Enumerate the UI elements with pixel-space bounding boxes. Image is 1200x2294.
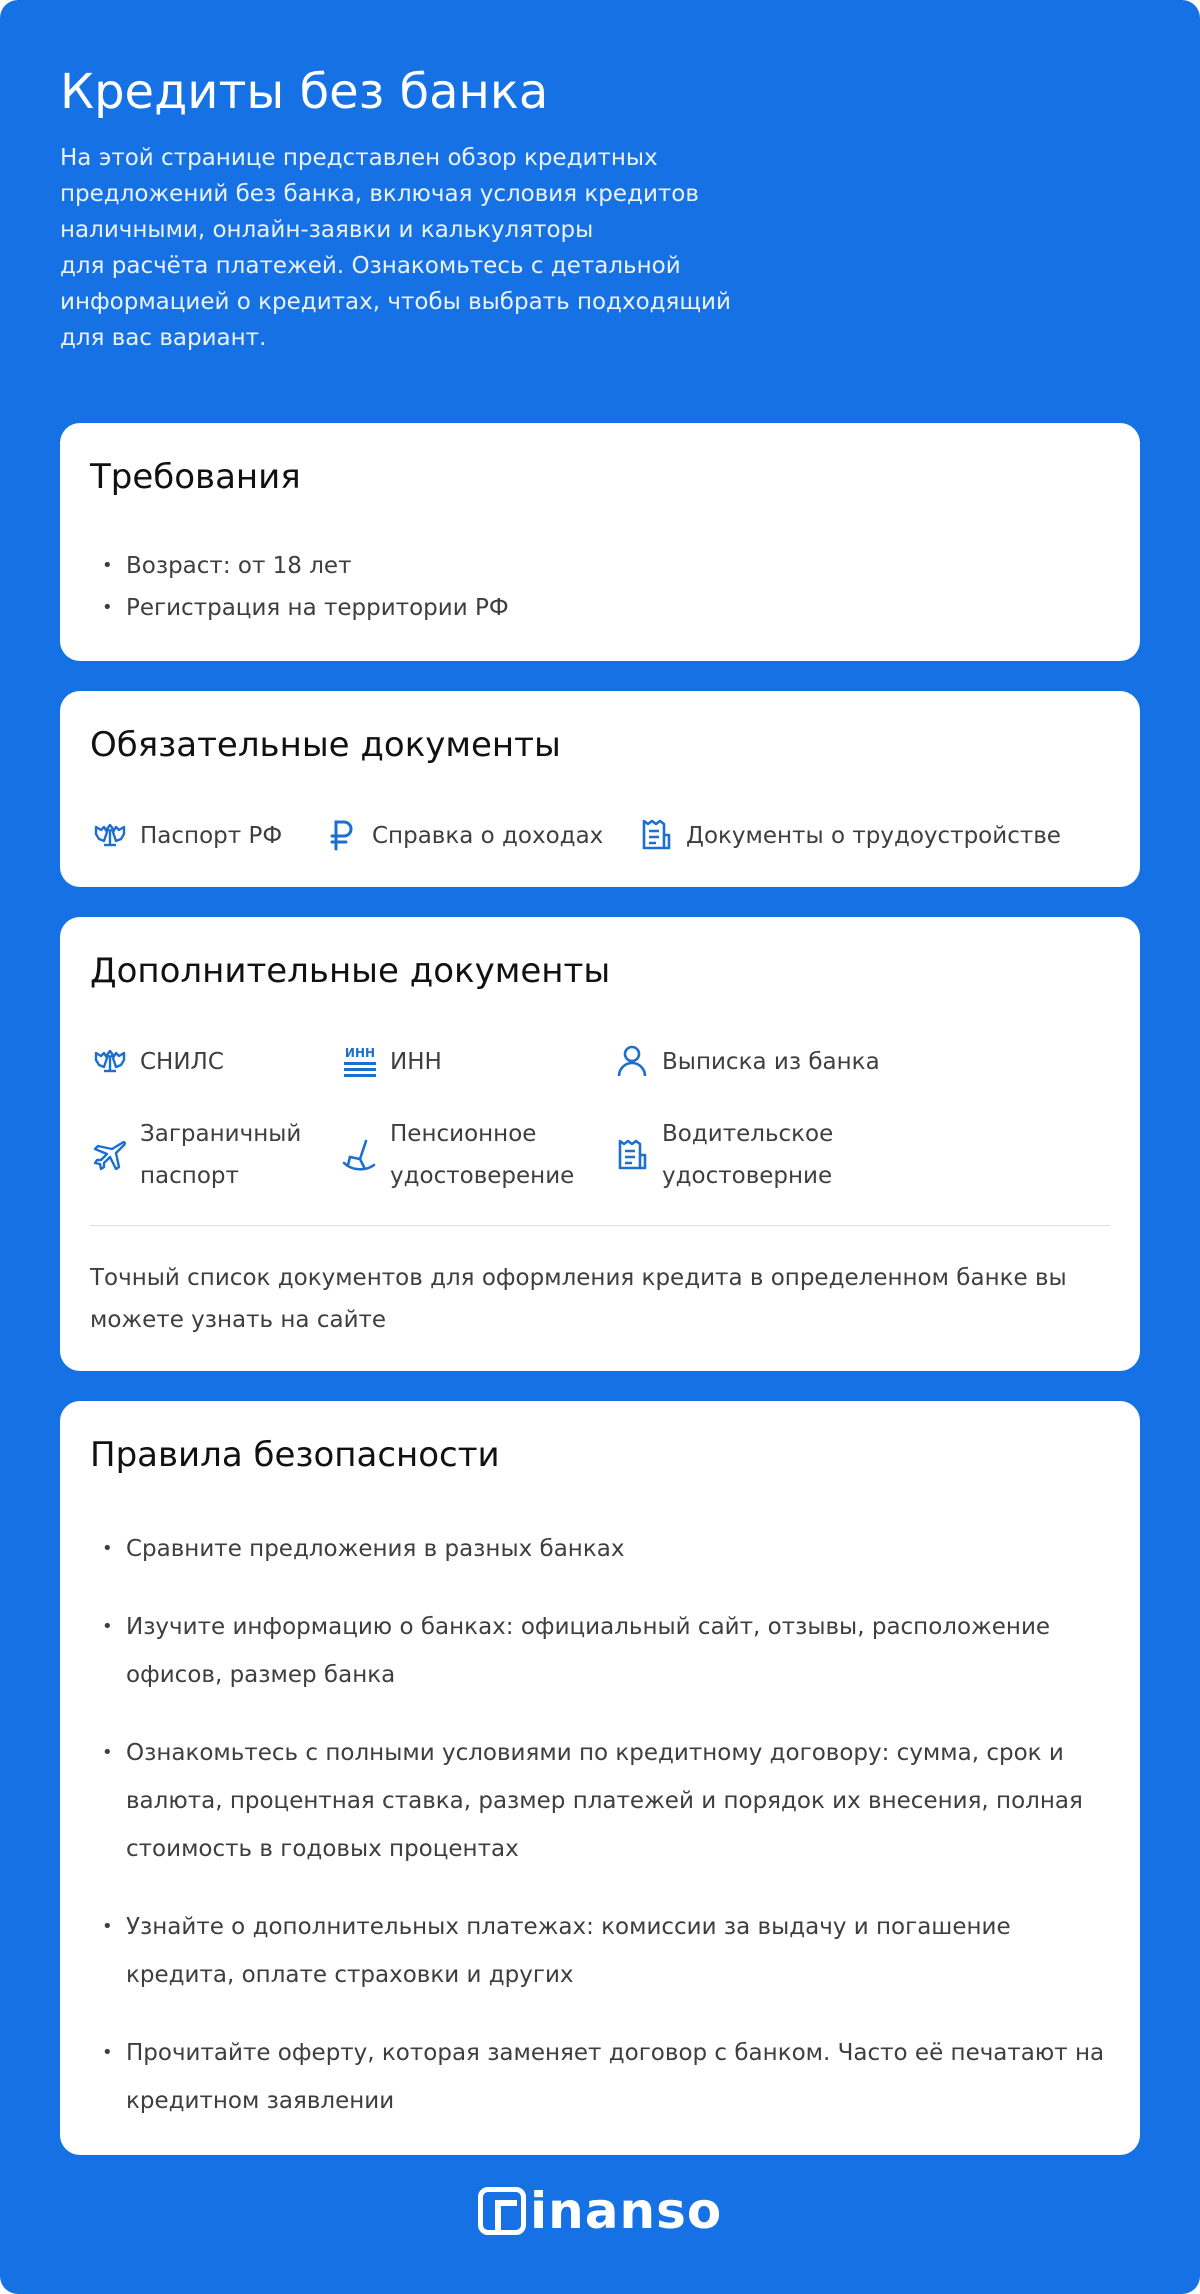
requirements-title: Требования [90,457,301,497]
list-item: • Возраст: от 18 лет [90,545,1110,587]
doc-label: СНИЛС [140,1049,224,1075]
list-item: • Прочитайте оферту, которая заменяет договор с банком. Часто её печатают на кредитном заявлении [90,2029,1110,2125]
list-item: • Регистрация на территории РФ [90,587,1110,629]
emblem-icon [90,1041,130,1081]
doc-label: Паспорт РФ [140,823,283,849]
required-docs-title: Обязательные документы [90,725,561,765]
airplane-icon [90,1135,130,1175]
doc-label: Заграничный паспорт [140,1121,302,1189]
list-item: • Узнайте о дополнительных платежах: комиссии за выдачу и погашение кредита, оплате страховки и других [90,1903,1110,1999]
svg-text:ИНН: ИНН [344,1046,376,1060]
doc-foreign-passport [90,1113,301,1197]
doc-label: Водительское удостоверние [662,1121,834,1189]
page-title: Кредиты без банка [60,64,549,120]
document-icon [636,815,676,855]
doc-driver-license [612,1113,833,1197]
document-icon [612,1135,652,1175]
finanso-logo[interactable] [478,2184,722,2238]
list-item: • Сравните предложения в разных банках [90,1525,1110,1573]
safety-card [60,1401,1140,2155]
inn-icon [340,1041,380,1081]
list-item: • Ознакомьтесь с полными условиями по кредитному договору: сумма, срок и валюта, процентная ставка, размер платежей и порядок их внесения, полная стоимость в годовых процентах [90,1729,1110,1873]
requirements-card [60,423,1140,661]
doc-label: Справка о доходах [372,823,604,849]
logo-mark-icon [478,2187,526,2235]
emblem-icon [90,815,130,855]
doc-snils [90,1041,224,1083]
rocking-chair-icon [340,1135,380,1175]
additional-docs-title: Дополнительные документы [90,951,611,991]
logo-text: inanso [530,2182,723,2240]
additional-docs-card [60,917,1140,1371]
ruble-icon [322,815,362,855]
doc-income [322,815,603,857]
doc-passport [90,815,282,857]
doc-pension [340,1113,574,1197]
safety-list [90,1525,1110,2125]
requirements-list [90,545,1110,629]
divider [90,1225,1110,1226]
doc-label: Выписка из банка [662,1049,880,1075]
doc-label: ИНН [390,1049,442,1075]
doc-employment [636,815,1061,857]
doc-inn [340,1041,442,1083]
safety-title: Правила безопасности [90,1435,500,1475]
doc-label: Пенсионное удостоверение [390,1121,575,1189]
documents-note: Точный список документов для оформления кредита в определенном банке вы можете узнать на сайте [90,1265,1067,1333]
required-docs-card [60,691,1140,887]
doc-label: Документы о трудоустройстве [686,823,1061,849]
list-item: • Изучите информацию о банках: официальный сайт, отзывы, расположение офисов, размер банка [90,1603,1110,1699]
doc-bank-statement [612,1041,880,1083]
intro-text: На этой странице представлен обзор кредитных предложений без банка, включая условия кредитов наличными, онлайн-заявки и калькуляторы для расчёта платежей. Ознакомьтесь с детальной информацией о кредитах, чтобы выбрать подходящий для вас вариант. [60,145,731,351]
user-icon [612,1041,652,1081]
